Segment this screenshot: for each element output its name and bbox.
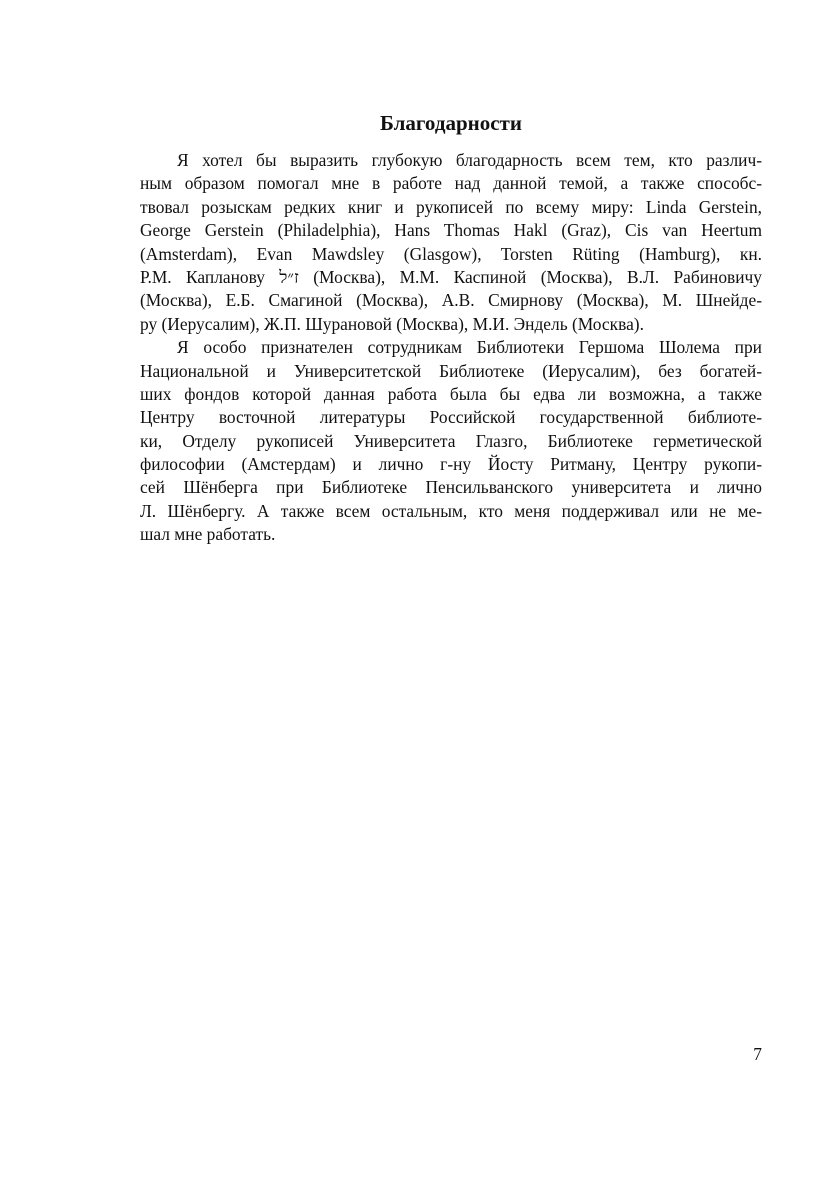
paragraph-1-line-2: ным образом помогал мне в работе над данной темой, а также способс- — [140, 173, 762, 194]
acknowledgements-text — [140, 149, 762, 547]
paragraph-1-line-5: (Amsterdam), Evan Mawdsley (Glasgow), Torsten Rüting (Hamburg), кн. — [140, 243, 762, 264]
paragraph-2-line-9: шал мне работать. — [140, 524, 276, 545]
paragraph-2-line-5: ки, Отделу рукописей Университета Глазго, Библиотеке герметической — [140, 430, 762, 451]
paragraph-2-line-6: философии (Амстердам) и лично г-ну Йосту Ритману, Центру рукопи- — [140, 454, 762, 475]
page-number: 7 — [753, 1044, 762, 1064]
paragraph-2-line-3: ших фондов которой данная работа была бы едва ли возможна, а также — [140, 383, 762, 404]
paragraph-1-line-4: George Gerstein (Philadelphia), Hans Thomas Hakl (Graz), Cis van Heertum — [140, 220, 762, 241]
paragraph-2-line-4: Центру восточной литературы Российской государственной библиоте- — [140, 407, 762, 428]
paragraph-1-line-3: твовал розыскам редких книг и рукописей по всему миру: Linda Gerstein, — [140, 196, 762, 217]
paragraph-1-line-1: Я хотел бы выразить глубокую благодарность всем тем, кто различ- — [177, 150, 762, 170]
paragraph-2-line-2: Национальной и Университетской Библиотеке (Иерусалим), без богатей- — [140, 360, 762, 381]
paragraph-2-line-7: сей Шёнберга при Библиотеке Пенсильванского университета и лично — [140, 477, 762, 498]
page-title: Благодарности — [380, 111, 522, 135]
paragraph-1-line-8: ру (Иерусалим), Ж.П. Шурановой (Москва), М.И. Эндель (Москва). — [140, 313, 644, 334]
paragraph-1-line-7: (Москва), Е.Б. Смагиной (Москва), А.В. Смирнову (Москва), М. Шнейде- — [140, 290, 762, 311]
paragraph-2-line-1: Я особо признателен сотрудникам Библиотеки Гершома Шолема при — [177, 337, 762, 358]
paragraph-2-line-8: Л. Шёнбергу. А также всем остальным, кто меня поддерживал или не ме- — [140, 500, 762, 521]
paragraph-1-line-6: Р.М. Капланову ז״ל (Москва), М.М. Каспиной (Москва), В.Л. Рабиновичу — [140, 266, 762, 287]
